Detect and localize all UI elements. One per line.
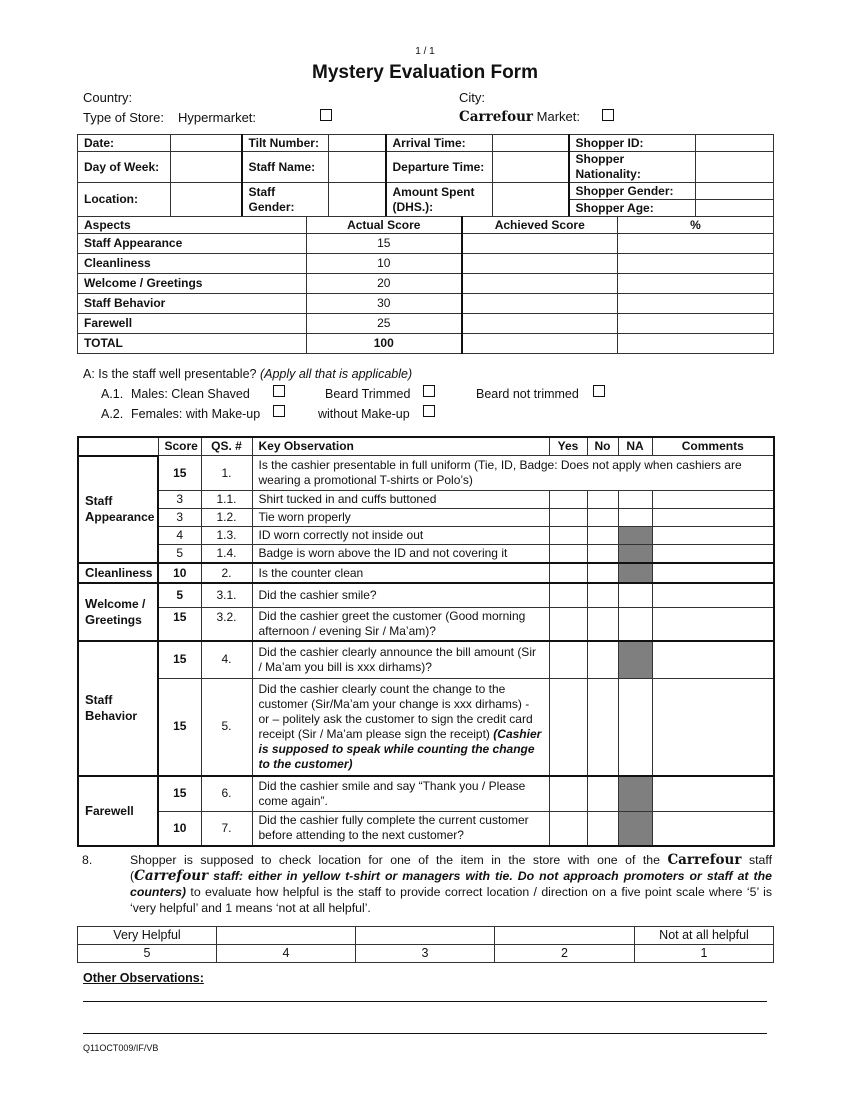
row-observation: Is the cashier presentable in full uniform (Tie, ID, Badge: Does not apply when cashiers are wearing a promotional T-shirts or Polo’s) [252,456,774,491]
arrival-time-label: Arrival Time: [386,135,493,152]
scale-option-4[interactable]: 4 [217,945,356,963]
row-observation: Shirt tucked in and cuffs buttoned [252,491,549,509]
row-score: 5 [158,583,201,607]
na-cell[interactable] [618,607,652,641]
question-a: A: Is the staff well presentable? (Apply all that is applicable) [83,367,413,381]
row-score: 15 [158,776,201,812]
no-header: No [587,437,618,456]
question-a-note: (Apply all that is applicable) [259,367,413,381]
row-qs: 4. [201,641,252,679]
comments-cell[interactable] [652,641,774,679]
no-cell[interactable] [587,509,618,527]
shopper-nationality-label: Shopper Nationality: [569,152,696,183]
row-observation: Did the cashier fully complete the current customer before attending to the next customer? [252,812,549,846]
row-observation: Did the cashier greet the customer (Good morning afternoon / evening Sir / Ma’am)? [252,607,549,641]
yes-cell[interactable] [549,491,587,509]
row-score: 15 [158,456,201,491]
shopper-gender-field[interactable] [696,183,774,200]
shopper-age-label: Shopper Age: [569,200,696,217]
percent-field[interactable] [618,254,774,274]
row-qs: 1. [201,456,252,491]
day-of-week-label: Day of Week: [78,152,171,183]
yes-cell[interactable] [549,776,587,812]
na-cell-disabled [618,563,652,583]
without-makeup-checkbox[interactable] [423,405,435,417]
market-type [459,109,580,125]
category-farewell: Farewell [78,776,158,846]
row-qs: 6. [201,776,252,812]
score-summary-table [77,216,774,354]
category-welcome-greetings: Welcome / Greetings [78,583,158,641]
scale-blank [217,927,356,945]
row-qs: 7. [201,812,252,846]
no-cell[interactable] [587,491,618,509]
no-cell[interactable] [587,527,618,545]
question-8-text: Shopper is supposed to check location for one of the item in the store with one of the Carrefour staff (Carrefour staff: either in yellow t-shirt or managers with tie. Do not approach promoters or staff at the counters) to evaluate how helpful is the staff to provide correct location / direction on a five point scale where ‘5’ is ‘very helpful’ and 1 means ‘not at all helpful’. [130,852,772,915]
hypermarket-label: Hypermarket: [178,110,257,125]
percent-total-field[interactable] [618,334,774,354]
actual-score: 25 [307,314,462,334]
percent-field[interactable] [618,234,774,254]
comments-cell[interactable] [652,545,774,564]
aspects-header: Aspects [78,217,307,234]
form-title: Mystery Evaluation Form [312,62,538,83]
beard-trimmed-checkbox[interactable] [423,385,435,397]
comments-header: Comments [652,437,774,456]
market-label: Market: [536,109,581,124]
departure-time-field[interactable] [493,152,569,183]
amount-spent-field[interactable] [493,183,569,217]
aspect-label: Cleanliness [78,254,307,274]
observation-table [77,436,775,847]
na-cell[interactable] [618,583,652,607]
row-observation: Did the cashier smile and say “Thank you / Please come again”. [252,776,549,812]
shopper-gender-label: Shopper Gender: [569,183,696,200]
staff-name-field[interactable] [329,152,386,183]
store-type-label: Type of Store: [83,110,164,125]
row-score: 4 [158,527,201,545]
tilt-number-field[interactable] [329,135,386,152]
na-cell-disabled [618,545,652,564]
row-qs: 3.2. [201,607,252,641]
no-cell[interactable] [587,679,618,776]
na-cell-disabled [618,812,652,846]
yes-cell[interactable] [549,545,587,564]
date-label: Date: [78,135,171,152]
actual-score: 20 [307,274,462,294]
comments-cell[interactable] [652,607,774,641]
day-of-week-field[interactable] [171,152,242,183]
row-qs: 5. [201,679,252,776]
na-cell[interactable] [618,679,652,776]
score-header: Score [158,437,201,456]
yes-header: Yes [549,437,587,456]
row-score: 15 [158,641,201,679]
without-makeup-label: without Make-up [318,407,410,421]
row-qs: 1.1. [201,491,252,509]
staff-gender-field[interactable] [329,183,386,217]
yes-cell[interactable] [549,583,587,607]
arrival-time-field[interactable] [493,135,569,152]
comments-cell[interactable] [652,583,774,607]
achieved-score-field[interactable] [462,294,618,314]
very-helpful-label: Very Helpful [78,927,217,945]
yes-cell[interactable] [549,527,587,545]
achieved-total-field[interactable] [462,334,618,354]
row-qs: 3.1. [201,583,252,607]
row-observation: Did the cashier clearly announce the bill amount (Sir / Ma’am you bill is xxx dirhams)? [252,641,549,679]
row-score: 15 [158,679,201,776]
row-observation: Did the cashier clearly count the change to the customer (Sir/Ma’am your change is xxx dirhams) - or – politely ask the customer to sign the credit card receipt (Sir / Ma’am please sign the receipt) (Cashier is supposed to speak while counting the change to the customer) [252,679,549,776]
shopper-age-field[interactable] [696,200,774,217]
no-cell[interactable] [587,545,618,564]
aspect-label: Welcome / Greetings [78,274,307,294]
row-score: 10 [158,812,201,846]
row-score: 10 [158,563,201,583]
no-cell[interactable] [587,641,618,679]
country-label: Country: [83,90,133,105]
no-cell[interactable] [587,607,618,641]
no-cell[interactable] [587,583,618,607]
row-qs: 1.3. [201,527,252,545]
clean-shaved-checkbox[interactable] [273,385,285,397]
comments-cell[interactable] [652,527,774,545]
observation-line-1[interactable] [83,1001,767,1002]
carrefour-brand-italic: Carrefour [134,868,209,884]
na-cell[interactable] [618,509,652,527]
row-observation: Tie worn properly [252,509,549,527]
helpfulness-scale-table [77,926,774,963]
scale-blank [356,927,495,945]
yes-cell[interactable] [549,679,587,776]
actual-score: 15 [307,234,462,254]
visit-info-table [77,134,774,217]
na-cell-disabled [618,527,652,545]
a1-label: Males: Clean Shaved [131,387,250,401]
row-qs: 1.2. [201,509,252,527]
tilt-number-label: Tilt Number: [242,135,329,152]
observation-line-2[interactable] [83,1033,767,1034]
yes-cell[interactable] [549,563,587,583]
row-observation-note: (Cashier is supposed to speak while counting the change to the customer) [258,726,542,771]
question-8 [82,852,772,916]
no-cell[interactable] [587,812,618,846]
beard-not-trimmed-label: Beard not trimmed [476,387,579,401]
page-number: 1 / 1 [415,46,435,57]
comments-cell[interactable] [652,563,774,583]
na-cell-disabled [618,641,652,679]
scale-option-3[interactable]: 3 [356,945,495,963]
scale-option-1[interactable]: 1 [635,945,774,963]
total-score: 100 [307,334,462,354]
percent-header: % [618,217,774,234]
category-staff-behavior: Staff Behavior [78,641,158,776]
aspect-label: Farewell [78,314,307,334]
comments-cell[interactable] [652,509,774,527]
market-checkbox[interactable] [602,109,614,121]
a1-number: A.1. [101,387,124,401]
achieved-score-header: Achieved Score [462,217,618,234]
shopper-id-field[interactable] [696,135,774,152]
percent-field[interactable] [618,294,774,314]
na-header: NA [618,437,652,456]
actual-score: 10 [307,254,462,274]
actual-score: 30 [307,294,462,314]
row-score: 3 [158,491,201,509]
city-label: City: [459,90,485,105]
category-header-blank [78,437,158,456]
comments-cell[interactable] [652,679,774,776]
category-staff-appearance: Staff Appearance [78,456,158,564]
row-score: 5 [158,545,201,564]
with-makeup-checkbox[interactable] [273,405,285,417]
beard-trimmed-label: Beard Trimmed [325,387,411,401]
a2-number: A.2. [101,407,124,421]
departure-time-label: Departure Time: [386,152,493,183]
question-8-number: 8. [82,853,93,867]
scale-option-2[interactable]: 2 [495,945,635,963]
achieved-score-field[interactable] [462,234,618,254]
comments-cell[interactable] [652,491,774,509]
location-label: Location: [78,183,171,217]
date-field[interactable] [171,135,242,152]
shopper-id-label: Shopper ID: [569,135,696,152]
not-helpful-label: Not at all helpful [635,927,774,945]
comments-cell[interactable] [652,812,774,846]
no-cell[interactable] [587,776,618,812]
key-observation-header: Key Observation [252,437,549,456]
amount-spent-label: Amount Spent (DHS.): [386,183,493,217]
hypermarket-checkbox[interactable] [320,109,332,121]
yes-cell[interactable] [549,509,587,527]
carrefour-brand: Carrefour [459,109,534,125]
percent-field[interactable] [618,274,774,294]
a2-label: Females: with Make-up [131,407,261,421]
na-cell[interactable] [618,491,652,509]
row-score: 3 [158,509,201,527]
carrefour-brand: Carrefour [667,852,742,868]
row-observation: Is the counter clean [252,563,549,583]
yes-cell[interactable] [549,607,587,641]
total-label: TOTAL [78,334,307,354]
comments-cell[interactable] [652,776,774,812]
yes-cell[interactable] [549,812,587,846]
form-code: Q11OCT009/IF/VB [83,1043,159,1053]
scale-option-5[interactable]: 5 [78,945,217,963]
other-observations-label: Other Observations: [83,971,204,985]
actual-score-header: Actual Score [307,217,462,234]
staff-name-label: Staff Name: [242,152,329,183]
yes-cell[interactable] [549,641,587,679]
row-observation: Did the cashier smile? [252,583,549,607]
percent-field[interactable] [618,314,774,334]
row-qs: 1.4. [201,545,252,564]
achieved-score-field[interactable] [462,254,618,274]
row-observation: ID worn correctly not inside out [252,527,549,545]
aspect-label: Staff Behavior [78,294,307,314]
aspect-label: Staff Appearance [78,234,307,254]
shopper-nationality-field[interactable] [696,152,774,183]
category-cleanliness: Cleanliness [78,563,158,583]
beard-not-trimmed-checkbox[interactable] [593,385,605,397]
na-cell-disabled [618,776,652,812]
scale-blank [495,927,635,945]
achieved-score-field[interactable] [462,274,618,294]
row-observation: Badge is worn above the ID and not covering it [252,545,549,564]
achieved-score-field[interactable] [462,314,618,334]
row-score: 15 [158,607,201,641]
no-cell[interactable] [587,563,618,583]
staff-gender-label: Staff Gender: [242,183,329,217]
qs-header: QS. # [201,437,252,456]
row-qs: 2. [201,563,252,583]
location-field[interactable] [171,183,242,217]
